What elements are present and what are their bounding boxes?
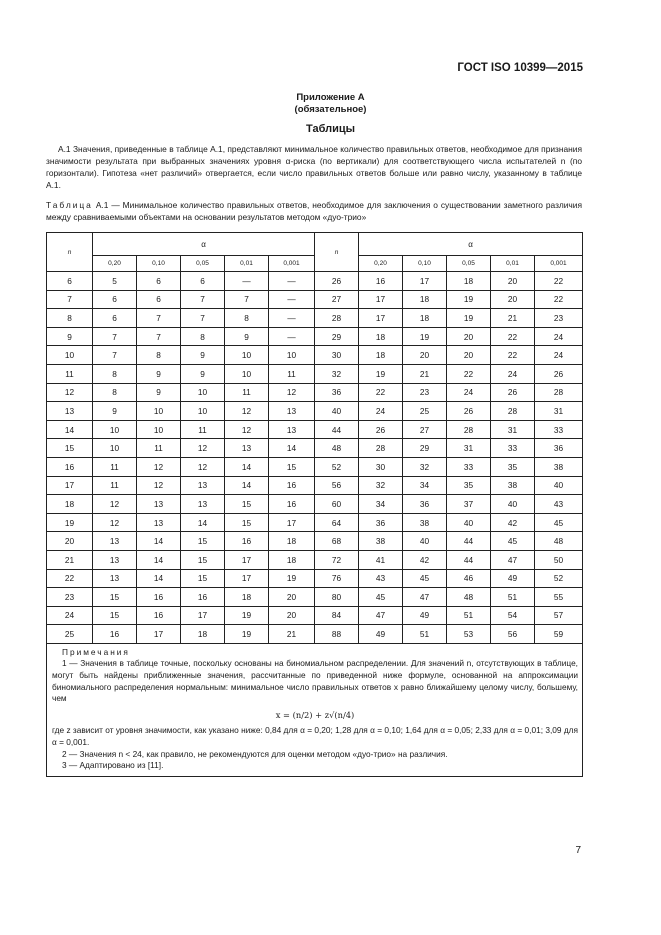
- table-header-row: [47, 233, 583, 256]
- critical-value-cell: 48: [447, 588, 491, 607]
- n-value-cell: 76: [315, 569, 359, 588]
- notes-row: [47, 643, 583, 776]
- table-row: [47, 290, 583, 309]
- critical-value-cell: 19: [359, 364, 403, 383]
- critical-value-cell: 20: [269, 606, 315, 625]
- note-1: 1 — Значения в таблице точные, поскольку основаны на биномиальном распределении. Для значений n, отсутствующих в таблице, могут быть найдены приближенные значения, рассчитанные по приведенной ниже формуле, основанной на аппроксимации биномиального распределения нормальным: минимальное число правильных ответов x равно ближайшему целому числу, большему, чем: [52, 658, 578, 704]
- critical-value-cell: 32: [403, 457, 447, 476]
- critical-value-cell: 26: [491, 383, 535, 402]
- notes-cell: [47, 643, 583, 776]
- critical-value-cell: 46: [447, 569, 491, 588]
- critical-value-cell: 15: [225, 513, 269, 532]
- critical-value-cell: 17: [137, 625, 181, 644]
- critical-value-cell: 40: [491, 495, 535, 514]
- critical-value-cell: 20: [491, 272, 535, 291]
- n-value-cell: 17: [47, 476, 93, 495]
- critical-value-cell: 40: [447, 513, 491, 532]
- alpha-level-right: 0,10: [403, 256, 447, 272]
- critical-value-cell: 20: [447, 327, 491, 346]
- page-number: 7: [575, 845, 581, 856]
- critical-value-cell: 12: [269, 383, 315, 402]
- critical-value-cell: 15: [181, 569, 225, 588]
- critical-value-cell: 10: [269, 346, 315, 365]
- critical-value-cell: 12: [225, 420, 269, 439]
- alpha-level-right: 0,05: [447, 256, 491, 272]
- alpha-level-left: 0,20: [93, 256, 137, 272]
- n-value-cell: 7: [47, 290, 93, 309]
- critical-value-cell: 15: [225, 495, 269, 514]
- critical-value-cell: 40: [403, 532, 447, 551]
- alpha-level-right: 0,01: [491, 256, 535, 272]
- critical-value-cell: 13: [93, 532, 137, 551]
- critical-value-cell: 36: [403, 495, 447, 514]
- n-value-cell: 6: [47, 272, 93, 291]
- critical-value-cell: 59: [535, 625, 583, 644]
- critical-value-cell: 43: [535, 495, 583, 514]
- critical-value-cell: 22: [447, 364, 491, 383]
- critical-value-cell: 9: [137, 383, 181, 402]
- critical-value-cell: 22: [491, 346, 535, 365]
- critical-value-cell: 22: [535, 272, 583, 291]
- n-value-cell: 56: [315, 476, 359, 495]
- critical-value-cell: 18: [359, 327, 403, 346]
- critical-value-cell: 35: [447, 476, 491, 495]
- n-value-cell: 24: [47, 606, 93, 625]
- critical-value-cell: 21: [269, 625, 315, 644]
- n-value-cell: 19: [47, 513, 93, 532]
- critical-value-cell: 53: [447, 625, 491, 644]
- table-body: [47, 272, 583, 644]
- critical-value-cell: 17: [181, 606, 225, 625]
- table-row: [47, 532, 583, 551]
- critical-value-cell: 15: [93, 588, 137, 607]
- critical-value-cell: 5: [93, 272, 137, 291]
- critical-value-cell: 32: [359, 476, 403, 495]
- critical-value-cell: 54: [491, 606, 535, 625]
- critical-value-cell: 7: [93, 346, 137, 365]
- n-value-cell: 13: [47, 402, 93, 421]
- critical-value-cell: 17: [269, 513, 315, 532]
- n-value-cell: 29: [315, 327, 359, 346]
- n-value-cell: 80: [315, 588, 359, 607]
- critical-value-cell: 18: [269, 532, 315, 551]
- critical-value-cell: 6: [181, 272, 225, 291]
- critical-value-cell: 7: [137, 309, 181, 328]
- n-value-cell: 8: [47, 309, 93, 328]
- critical-value-cell: 28: [491, 402, 535, 421]
- alpha-header-left: α: [93, 233, 315, 256]
- critical-value-cell: 38: [535, 457, 583, 476]
- table-row: [47, 606, 583, 625]
- intro-paragraph: А.1 Значения, приведенные в таблице А.1, представляют минимальное количество правильных ответов, необходимое для признания значимости результата при выбранных значениях уровня α-риска (по вертикали) для соответствующего числа испытателей n (по горизонтали). Гипотеза «нет различий» отвергается, если число правильных ответов больше или равно числу, указанному в таблице А.1.: [46, 144, 582, 190]
- critical-value-cell: 35: [491, 457, 535, 476]
- annex-status: (обязательное): [294, 104, 367, 115]
- n-value-cell: 84: [315, 606, 359, 625]
- critical-value-cell: 23: [535, 309, 583, 328]
- n-value-cell: 18: [47, 495, 93, 514]
- annex-heading: [0, 92, 661, 116]
- critical-value-cell: 12: [137, 476, 181, 495]
- critical-value-cell: 24: [491, 364, 535, 383]
- critical-value-cell: 16: [137, 588, 181, 607]
- where-text: где z зависит от уровня значимости, как указано ниже: 0,84 для α = 0,20; 1,28 для α = 0,10; 1,64 для α = 0,05; 2,33 для α = 0,01; 3,09 для α = 0,001.: [52, 725, 578, 748]
- critical-value-cell: 43: [359, 569, 403, 588]
- n-value-cell: 40: [315, 402, 359, 421]
- critical-value-cell: 9: [93, 402, 137, 421]
- critical-value-cell: 18: [403, 290, 447, 309]
- critical-value-cell: 19: [225, 606, 269, 625]
- critical-value-cell: 14: [225, 457, 269, 476]
- critical-value-cell: 52: [535, 569, 583, 588]
- table-row: [47, 364, 583, 383]
- table-row: [47, 569, 583, 588]
- critical-value-cell: —: [269, 327, 315, 346]
- alpha-level-right: 0,001: [535, 256, 583, 272]
- annex-title: Приложение А: [296, 92, 365, 103]
- alpha-level-left: 0,01: [225, 256, 269, 272]
- critical-value-cell: 7: [181, 290, 225, 309]
- critical-value-cell: 9: [181, 364, 225, 383]
- critical-value-cell: 36: [535, 439, 583, 458]
- n-value-cell: 32: [315, 364, 359, 383]
- critical-value-cell: 49: [491, 569, 535, 588]
- critical-values-table: [46, 232, 583, 777]
- critical-value-cell: 16: [93, 625, 137, 644]
- critical-value-cell: 14: [137, 569, 181, 588]
- critical-value-cell: 14: [137, 550, 181, 569]
- critical-value-cell: 12: [181, 439, 225, 458]
- n-value-cell: 52: [315, 457, 359, 476]
- critical-value-cell: 26: [447, 402, 491, 421]
- critical-value-cell: 41: [359, 550, 403, 569]
- table-row: [47, 625, 583, 644]
- table-row: [47, 513, 583, 532]
- formula: x = (n/2) + z√(n/4): [275, 709, 355, 720]
- table-label: Таблица: [46, 200, 93, 210]
- critical-value-cell: 19: [447, 309, 491, 328]
- critical-value-cell: 14: [181, 513, 225, 532]
- n-value-cell: 12: [47, 383, 93, 402]
- critical-value-cell: 8: [181, 327, 225, 346]
- critical-value-cell: 11: [269, 364, 315, 383]
- critical-value-cell: 24: [359, 402, 403, 421]
- alpha-header-right: α: [359, 233, 583, 256]
- table-row: [47, 420, 583, 439]
- critical-value-cell: 33: [535, 420, 583, 439]
- critical-value-cell: 6: [137, 290, 181, 309]
- critical-value-cell: 28: [359, 439, 403, 458]
- critical-value-cell: 25: [403, 402, 447, 421]
- critical-value-cell: 44: [447, 532, 491, 551]
- critical-value-cell: 18: [403, 309, 447, 328]
- critical-value-cell: 15: [181, 532, 225, 551]
- critical-value-cell: 10: [181, 402, 225, 421]
- critical-value-cell: 7: [225, 290, 269, 309]
- critical-value-cell: 12: [93, 495, 137, 514]
- critical-value-cell: 18: [269, 550, 315, 569]
- critical-value-cell: 51: [491, 588, 535, 607]
- table-row: [47, 588, 583, 607]
- critical-value-cell: 24: [535, 346, 583, 365]
- critical-value-cell: 26: [359, 420, 403, 439]
- critical-value-cell: 27: [403, 420, 447, 439]
- n-value-cell: 26: [315, 272, 359, 291]
- critical-value-cell: 19: [447, 290, 491, 309]
- critical-value-cell: 30: [359, 457, 403, 476]
- critical-value-cell: 15: [181, 550, 225, 569]
- critical-value-cell: 16: [269, 495, 315, 514]
- critical-value-cell: 17: [359, 290, 403, 309]
- n-value-cell: 16: [47, 457, 93, 476]
- critical-value-cell: 56: [491, 625, 535, 644]
- critical-value-cell: 18: [359, 346, 403, 365]
- critical-value-cell: 22: [359, 383, 403, 402]
- critical-value-cell: 12: [225, 402, 269, 421]
- table-row: [47, 495, 583, 514]
- n-value-cell: 60: [315, 495, 359, 514]
- critical-value-cell: —: [269, 309, 315, 328]
- critical-value-cell: 34: [359, 495, 403, 514]
- critical-value-cell: 34: [403, 476, 447, 495]
- critical-value-cell: 21: [403, 364, 447, 383]
- critical-value-cell: 16: [269, 476, 315, 495]
- critical-value-cell: 28: [447, 420, 491, 439]
- critical-value-cell: 31: [535, 402, 583, 421]
- critical-value-cell: 22: [491, 327, 535, 346]
- critical-value-cell: 20: [491, 290, 535, 309]
- critical-value-cell: 45: [403, 569, 447, 588]
- critical-value-cell: 12: [137, 457, 181, 476]
- n-value-cell: 21: [47, 550, 93, 569]
- n-value-cell: 14: [47, 420, 93, 439]
- critical-value-cell: 13: [93, 569, 137, 588]
- critical-value-cell: 29: [403, 439, 447, 458]
- critical-value-cell: 13: [181, 495, 225, 514]
- n-value-cell: 9: [47, 327, 93, 346]
- critical-value-cell: 13: [137, 495, 181, 514]
- n-value-cell: 22: [47, 569, 93, 588]
- critical-value-cell: 10: [93, 439, 137, 458]
- critical-value-cell: 19: [225, 625, 269, 644]
- critical-value-cell: 42: [491, 513, 535, 532]
- critical-value-cell: 11: [181, 420, 225, 439]
- critical-value-cell: 31: [447, 439, 491, 458]
- n-value-cell: 15: [47, 439, 93, 458]
- n-value-cell: 27: [315, 290, 359, 309]
- critical-value-cell: 8: [93, 383, 137, 402]
- critical-value-cell: 9: [181, 346, 225, 365]
- critical-value-cell: 7: [93, 327, 137, 346]
- critical-value-cell: 17: [225, 569, 269, 588]
- alpha-level-left: 0,10: [137, 256, 181, 272]
- n-value-cell: 68: [315, 532, 359, 551]
- n-value-cell: 23: [47, 588, 93, 607]
- critical-value-cell: 11: [225, 383, 269, 402]
- standard-code: ГОСТ ISO 10399—2015: [457, 62, 583, 74]
- critical-value-cell: 49: [403, 606, 447, 625]
- critical-value-cell: 6: [93, 290, 137, 309]
- n-value-cell: 44: [315, 420, 359, 439]
- n-value-cell: 10: [47, 346, 93, 365]
- table-row: [47, 439, 583, 458]
- critical-value-cell: 12: [181, 457, 225, 476]
- critical-value-cell: 38: [491, 476, 535, 495]
- critical-value-cell: 11: [93, 457, 137, 476]
- critical-value-cell: —: [269, 290, 315, 309]
- alpha-level-left: 0,05: [181, 256, 225, 272]
- n-value-cell: 64: [315, 513, 359, 532]
- n-value-cell: 28: [315, 309, 359, 328]
- critical-value-cell: 42: [403, 550, 447, 569]
- critical-value-cell: 57: [535, 606, 583, 625]
- critical-value-cell: 17: [403, 272, 447, 291]
- table-row: [47, 457, 583, 476]
- critical-value-cell: 19: [403, 327, 447, 346]
- critical-value-cell: 18: [225, 588, 269, 607]
- critical-value-cell: 44: [447, 550, 491, 569]
- n-value-cell: 48: [315, 439, 359, 458]
- critical-value-cell: 7: [137, 327, 181, 346]
- critical-value-cell: —: [225, 272, 269, 291]
- critical-value-cell: 51: [447, 606, 491, 625]
- critical-value-cell: 13: [181, 476, 225, 495]
- critical-value-cell: 45: [535, 513, 583, 532]
- critical-value-cell: 36: [359, 513, 403, 532]
- critical-value-cell: 10: [181, 383, 225, 402]
- critical-value-cell: 8: [93, 364, 137, 383]
- table-row: [47, 383, 583, 402]
- critical-value-cell: 16: [359, 272, 403, 291]
- n-value-cell: 72: [315, 550, 359, 569]
- n-value-cell: 11: [47, 364, 93, 383]
- critical-value-cell: 20: [403, 346, 447, 365]
- critical-value-cell: 13: [137, 513, 181, 532]
- critical-value-cell: 8: [137, 346, 181, 365]
- section-title: Таблицы: [306, 123, 355, 135]
- critical-value-cell: 16: [181, 588, 225, 607]
- critical-value-cell: 40: [535, 476, 583, 495]
- critical-value-cell: 26: [535, 364, 583, 383]
- n-value-cell: 20: [47, 532, 93, 551]
- critical-value-cell: 55: [535, 588, 583, 607]
- critical-value-cell: 13: [269, 402, 315, 421]
- critical-value-cell: 28: [535, 383, 583, 402]
- critical-value-cell: 14: [137, 532, 181, 551]
- critical-value-cell: 24: [535, 327, 583, 346]
- n-value-cell: 88: [315, 625, 359, 644]
- critical-value-cell: 33: [447, 457, 491, 476]
- critical-value-cell: 47: [403, 588, 447, 607]
- critical-value-cell: 22: [535, 290, 583, 309]
- n-value-cell: 36: [315, 383, 359, 402]
- critical-value-cell: 18: [447, 272, 491, 291]
- critical-value-cell: 47: [491, 550, 535, 569]
- critical-value-cell: 45: [491, 532, 535, 551]
- table-row: [47, 309, 583, 328]
- table-row: [47, 476, 583, 495]
- critical-value-cell: 33: [491, 439, 535, 458]
- table-row: [47, 272, 583, 291]
- critical-value-cell: 38: [359, 532, 403, 551]
- critical-value-cell: 13: [269, 420, 315, 439]
- critical-value-cell: 19: [269, 569, 315, 588]
- critical-value-cell: 10: [137, 402, 181, 421]
- table-row: [47, 402, 583, 421]
- table-row: [47, 327, 583, 346]
- table-caption: [46, 199, 582, 223]
- critical-value-cell: 17: [359, 309, 403, 328]
- critical-value-cell: 10: [225, 364, 269, 383]
- critical-value-cell: 7: [181, 309, 225, 328]
- critical-value-cell: 14: [269, 439, 315, 458]
- critical-value-cell: 47: [359, 606, 403, 625]
- critical-value-cell: 20: [447, 346, 491, 365]
- critical-value-cell: 49: [359, 625, 403, 644]
- n-value-cell: 30: [315, 346, 359, 365]
- note-3: 3 — Адаптировано из [11].: [62, 760, 164, 771]
- critical-value-cell: 14: [225, 476, 269, 495]
- critical-value-cell: 45: [359, 588, 403, 607]
- critical-value-cell: 50: [535, 550, 583, 569]
- critical-value-cell: 24: [447, 383, 491, 402]
- critical-value-cell: 23: [403, 383, 447, 402]
- critical-value-cell: 11: [137, 439, 181, 458]
- critical-value-cell: 9: [137, 364, 181, 383]
- n-value-cell: 25: [47, 625, 93, 644]
- critical-value-cell: 13: [225, 439, 269, 458]
- note-2: 2 — Значения n < 24, как правило, не рекомендуются для оценки методом «дуо-трио» на различия.: [62, 748, 448, 759]
- table-caption-text: А.1 — Минимальное количество правильных ответов, необходимое для заключения о существовании заметного различия между сравниваемыми объектами на основании результатов методом «дуо-трио»: [46, 200, 583, 222]
- alpha-level-left: 0,001: [269, 256, 315, 272]
- table-row: [47, 550, 583, 569]
- critical-value-cell: 15: [93, 606, 137, 625]
- n-header-left: n: [47, 233, 93, 272]
- critical-value-cell: 37: [447, 495, 491, 514]
- critical-value-cell: 48: [535, 532, 583, 551]
- critical-value-cell: 38: [403, 513, 447, 532]
- critical-value-cell: 12: [93, 513, 137, 532]
- critical-value-cell: 8: [225, 309, 269, 328]
- critical-value-cell: 18: [181, 625, 225, 644]
- critical-value-cell: 10: [137, 420, 181, 439]
- critical-value-cell: 11: [93, 476, 137, 495]
- critical-value-cell: 20: [269, 588, 315, 607]
- critical-value-cell: 51: [403, 625, 447, 644]
- critical-value-cell: 17: [225, 550, 269, 569]
- notes-title: Примечания: [62, 646, 130, 657]
- critical-value-cell: 16: [137, 606, 181, 625]
- n-header-right: n: [315, 233, 359, 272]
- alpha-level-right: 0,20: [359, 256, 403, 272]
- critical-value-cell: 15: [269, 457, 315, 476]
- critical-value-cell: 6: [137, 272, 181, 291]
- critical-value-cell: —: [269, 272, 315, 291]
- critical-value-cell: 9: [225, 327, 269, 346]
- table-row: [47, 346, 583, 365]
- critical-value-cell: 10: [93, 420, 137, 439]
- critical-value-cell: 13: [93, 550, 137, 569]
- critical-value-cell: 16: [225, 532, 269, 551]
- critical-value-cell: 6: [93, 309, 137, 328]
- critical-value-cell: 10: [225, 346, 269, 365]
- critical-value-cell: 31: [491, 420, 535, 439]
- critical-value-cell: 21: [491, 309, 535, 328]
